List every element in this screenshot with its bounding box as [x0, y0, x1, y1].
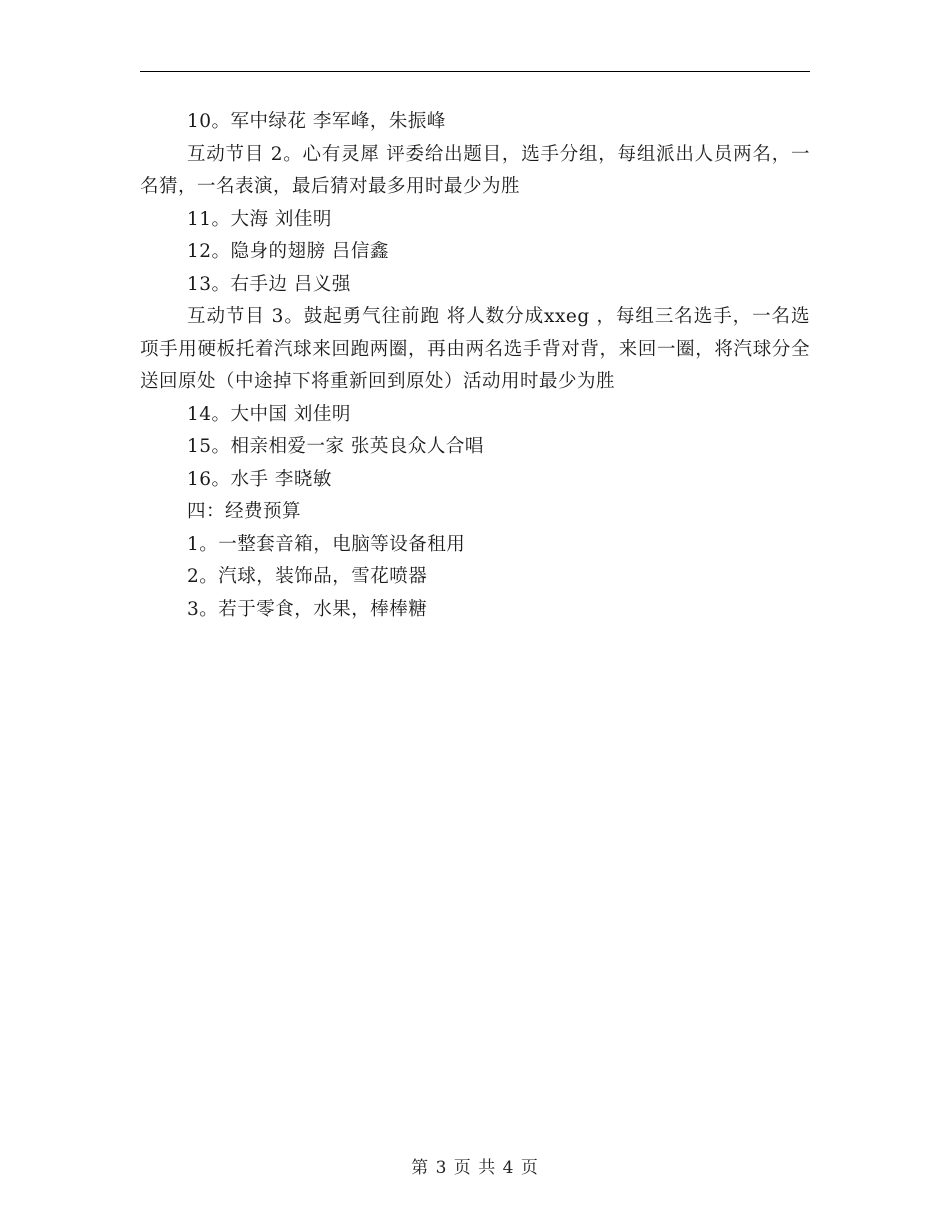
paragraph: 14。大中国 刘佳明 — [187, 403, 351, 425]
paragraph: 2。汽球，装饰品，雪花喷器 — [187, 566, 428, 587]
page-footer — [0, 1153, 950, 1178]
paragraph: 13。右手边 吕义强 — [187, 273, 351, 295]
paragraph: 12。隐身的翅膀 吕信鑫 — [187, 241, 389, 262]
paragraph: 1。一整套音箱，电脑等设备租用 — [187, 533, 466, 555]
paragraph: 互动节目 3。鼓起勇气往前跑 将人数分成xxeg ，每组三名选手，一名选项手用硬板托着汽球来回跑两圈，再由两名选手背对背，来回一圈，将汽球分全送回原处（中途掉下将重新回到原处）活动用时最少为胜 — [140, 306, 810, 392]
paragraph: 15。相亲相爱一家 张英良众人合唱 — [187, 436, 484, 457]
paragraph: 11。大海 刘佳明 — [187, 208, 332, 230]
paragraph: 16。水手 李晓敏 — [187, 468, 332, 490]
header-rule — [140, 71, 810, 72]
page-number: 第 3 页 共 4 页 — [411, 1158, 539, 1178]
paragraph: 互动节目 2。心有灵犀 评委给出题目，选手分组，每组派出人员两名，一名猜，一名表演，最后猜对最多用时最少为胜 — [140, 143, 810, 197]
document-body — [140, 106, 810, 626]
paragraph: 3。若于零食，水果，棒棒糖 — [187, 598, 428, 620]
paragraph: 10。军中绿花 李军峰，朱振峰 — [187, 111, 446, 132]
section-heading: 四：经费预算 — [187, 501, 302, 522]
